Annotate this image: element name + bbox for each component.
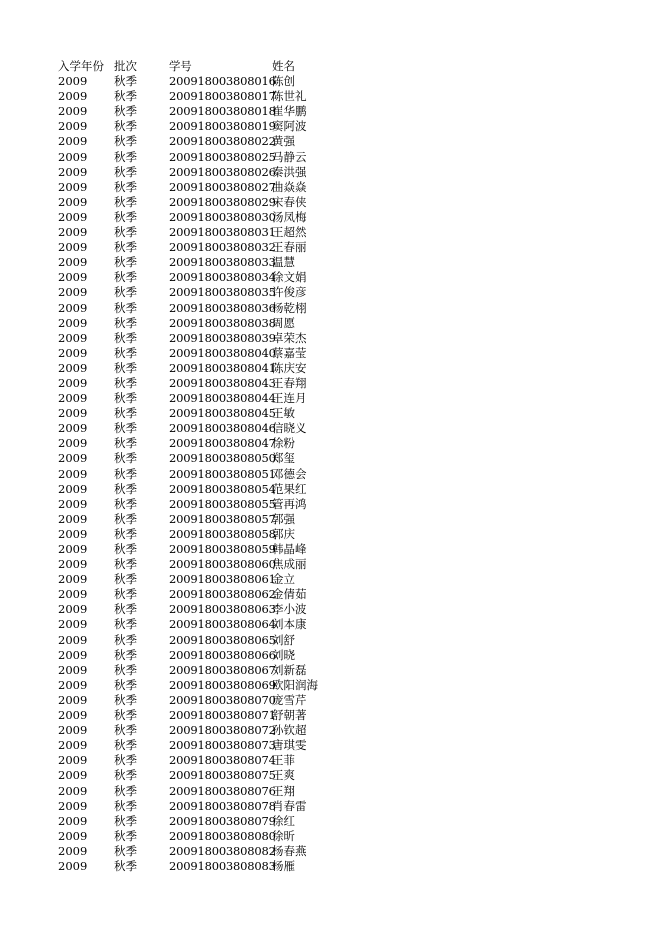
cell-student-id: 200918003808043 <box>169 375 276 390</box>
cell-batch: 秋季 <box>114 330 137 345</box>
cell-name: 温慧 <box>272 255 295 270</box>
cell-student-id: 200918003808046 <box>169 421 276 436</box>
cell-student-id: 200918003808032 <box>169 240 276 255</box>
cell-name: 刘本康 <box>272 617 307 632</box>
cell-name: 刘新磊 <box>272 662 307 677</box>
cell-enroll-year: 2009 <box>58 843 88 858</box>
cell-enroll-year: 2009 <box>58 360 88 375</box>
cell-student-id: 200918003808036 <box>169 300 276 315</box>
cell-batch: 秋季 <box>114 391 137 406</box>
cell-student-id: 200918003808051 <box>169 466 276 481</box>
cell-enroll-year: 2009 <box>58 421 88 436</box>
cell-name: 徐粉 <box>272 436 295 451</box>
cell-enroll-year: 2009 <box>58 557 88 572</box>
cell-student-id: 200918003808035 <box>169 285 276 300</box>
cell-name: 黄强 <box>272 134 295 149</box>
cell-name: 李小波 <box>272 602 307 617</box>
cell-enroll-year: 2009 <box>58 602 88 617</box>
cell-name: 王菲 <box>272 753 295 768</box>
cell-name: 郭强 <box>272 511 295 526</box>
cell-enroll-year: 2009 <box>58 391 88 406</box>
cell-batch: 秋季 <box>114 738 137 753</box>
cell-name: 徐文娟 <box>272 270 307 285</box>
cell-name: 马静云 <box>272 149 307 164</box>
cell-name: 刘晓 <box>272 647 295 662</box>
cell-name: 郑玺 <box>272 451 295 466</box>
cell-batch: 秋季 <box>114 104 137 119</box>
cell-student-id: 200918003808065 <box>169 632 276 647</box>
cell-student-id: 200918003808022 <box>169 134 276 149</box>
cell-name: 王春丽 <box>272 240 307 255</box>
cell-student-id: 200918003808062 <box>169 587 276 602</box>
cell-batch: 秋季 <box>114 285 137 300</box>
cell-enroll-year: 2009 <box>58 662 88 677</box>
cell-name: 肖春雷 <box>272 798 307 813</box>
cell-enroll-year: 2009 <box>58 285 88 300</box>
cell-batch: 秋季 <box>114 496 137 511</box>
cell-batch: 秋季 <box>114 828 137 843</box>
cell-name: 唐琪雯 <box>272 738 307 753</box>
cell-enroll-year: 2009 <box>58 194 88 209</box>
cell-student-id: 200918003808040 <box>169 345 276 360</box>
cell-enroll-year: 2009 <box>58 526 88 541</box>
cell-student-id: 200918003808075 <box>169 768 276 783</box>
cell-batch: 秋季 <box>114 270 137 285</box>
cell-name: 徐红 <box>272 813 295 828</box>
cell-student-id: 200918003808038 <box>169 315 276 330</box>
cell-student-id: 200918003808069 <box>169 677 276 692</box>
cell-enroll-year: 2009 <box>58 828 88 843</box>
cell-name: 秦洪强 <box>272 164 307 179</box>
cell-enroll-year: 2009 <box>58 451 88 466</box>
cell-batch: 秋季 <box>114 692 137 707</box>
cell-batch: 秋季 <box>114 406 137 421</box>
cell-student-id: 200918003808057 <box>169 511 276 526</box>
cell-name: 徐昕 <box>272 828 295 843</box>
cell-batch: 秋季 <box>114 255 137 270</box>
cell-student-id: 200918003808072 <box>169 723 276 738</box>
cell-name: 王春翔 <box>272 375 307 390</box>
cell-enroll-year: 2009 <box>58 753 88 768</box>
cell-name: 王连月 <box>272 391 307 406</box>
cell-enroll-year: 2009 <box>58 345 88 360</box>
cell-batch: 秋季 <box>114 572 137 587</box>
cell-student-id: 200918003808066 <box>169 647 276 662</box>
cell-student-id: 200918003808083 <box>169 858 276 873</box>
cell-student-id: 200918003808044 <box>169 391 276 406</box>
cell-batch: 秋季 <box>114 149 137 164</box>
cell-student-id: 200918003808064 <box>169 617 276 632</box>
cell-batch: 秋季 <box>114 617 137 632</box>
cell-enroll-year: 2009 <box>58 149 88 164</box>
cell-enroll-year: 2009 <box>58 330 88 345</box>
cell-enroll-year: 2009 <box>58 466 88 481</box>
cell-batch: 秋季 <box>114 587 137 602</box>
cell-student-id: 200918003808055 <box>169 496 276 511</box>
header-student-id: 学号 <box>169 59 192 73</box>
cell-batch: 秋季 <box>114 542 137 556</box>
cell-student-id: 200918003808060 <box>169 557 276 572</box>
cell-student-id: 200918003808027 <box>169 179 276 194</box>
cell-name: 宋春侠 <box>272 194 307 209</box>
cell-enroll-year: 2009 <box>58 647 88 662</box>
cell-name: 陈世礼 <box>272 89 307 104</box>
cell-name: 许俊彦 <box>272 285 307 300</box>
cell-enroll-year: 2009 <box>58 104 88 119</box>
cell-student-id: 200918003808050 <box>169 451 276 466</box>
cell-batch: 秋季 <box>114 723 137 738</box>
cell-batch: 秋季 <box>114 813 137 828</box>
cell-batch: 秋季 <box>114 421 137 436</box>
cell-name: 孙钦超 <box>272 723 307 738</box>
cell-enroll-year: 2009 <box>58 542 88 556</box>
cell-batch: 秋季 <box>114 753 137 768</box>
cell-student-id: 200918003808034 <box>169 270 276 285</box>
cell-batch: 秋季 <box>114 662 137 677</box>
cell-batch: 秋季 <box>114 708 137 723</box>
cell-name: 崔华鹏 <box>272 104 307 119</box>
cell-enroll-year: 2009 <box>58 89 88 104</box>
cell-name: 周愿 <box>272 315 295 330</box>
cell-name: 欧阳润海 <box>272 677 318 692</box>
cell-enroll-year: 2009 <box>58 587 88 602</box>
cell-enroll-year: 2009 <box>58 225 88 240</box>
cell-batch: 秋季 <box>114 375 137 390</box>
cell-enroll-year: 2009 <box>58 134 88 149</box>
cell-enroll-year: 2009 <box>58 496 88 511</box>
cell-enroll-year: 2009 <box>58 119 88 134</box>
cell-student-id: 200918003808058 <box>169 526 276 541</box>
cell-batch: 秋季 <box>114 164 137 179</box>
cell-enroll-year: 2009 <box>58 783 88 798</box>
cell-batch: 秋季 <box>114 240 137 255</box>
cell-student-id: 200918003808080 <box>169 828 276 843</box>
cell-student-id: 200918003808030 <box>169 209 276 224</box>
cell-enroll-year: 2009 <box>58 436 88 451</box>
cell-student-id: 200918003808073 <box>169 738 276 753</box>
cell-student-id: 200918003808054 <box>169 481 276 496</box>
cell-student-id: 200918003808025 <box>169 149 276 164</box>
cell-enroll-year: 2009 <box>58 511 88 526</box>
cell-enroll-year: 2009 <box>58 164 88 179</box>
cell-enroll-year: 2009 <box>58 74 88 89</box>
cell-batch: 秋季 <box>114 511 137 526</box>
cell-name: 信晓义 <box>272 421 307 436</box>
cell-enroll-year: 2009 <box>58 481 88 496</box>
cell-name: 杨乾栩 <box>272 300 307 315</box>
cell-batch: 秋季 <box>114 768 137 783</box>
cell-enroll-year: 2009 <box>58 677 88 692</box>
cell-name: 王翔 <box>272 783 295 798</box>
cell-student-id: 200918003808039 <box>169 330 276 345</box>
cell-student-id: 200918003808026 <box>169 164 276 179</box>
cell-name: 郭庆 <box>272 526 295 541</box>
cell-enroll-year: 2009 <box>58 300 88 315</box>
cell-batch: 秋季 <box>114 647 137 662</box>
cell-batch: 秋季 <box>114 526 137 541</box>
cell-name: 杨雁 <box>272 858 295 873</box>
cell-enroll-year: 2009 <box>58 179 88 194</box>
cell-name: 曲焱焱 <box>272 179 307 194</box>
cell-batch: 秋季 <box>114 798 137 813</box>
cell-name: 韩晶峰 <box>272 542 307 556</box>
cell-name: 金倩茹 <box>272 587 307 602</box>
cell-enroll-year: 2009 <box>58 572 88 587</box>
cell-student-id: 200918003808018 <box>169 104 276 119</box>
cell-enroll-year: 2009 <box>58 406 88 421</box>
header-batch: 批次 <box>114 59 137 73</box>
cell-batch: 秋季 <box>114 119 137 134</box>
cell-batch: 秋季 <box>114 677 137 692</box>
cell-name: 金立 <box>272 572 295 587</box>
cell-batch: 秋季 <box>114 843 137 858</box>
cell-batch: 秋季 <box>114 481 137 496</box>
cell-batch: 秋季 <box>114 74 137 89</box>
cell-batch: 秋季 <box>114 89 137 104</box>
cell-batch: 秋季 <box>114 858 137 873</box>
cell-enroll-year: 2009 <box>58 270 88 285</box>
cell-name: 汤凤梅 <box>272 209 307 224</box>
cell-student-id: 200918003808074 <box>169 753 276 768</box>
cell-enroll-year: 2009 <box>58 813 88 828</box>
cell-student-id: 200918003808071 <box>169 708 276 723</box>
cell-student-id: 200918003808082 <box>169 843 276 858</box>
cell-batch: 秋季 <box>114 315 137 330</box>
cell-name: 管再鸿 <box>272 496 307 511</box>
cell-batch: 秋季 <box>114 602 137 617</box>
cell-enroll-year: 2009 <box>58 315 88 330</box>
cell-enroll-year: 2009 <box>58 708 88 723</box>
cell-batch: 秋季 <box>114 451 137 466</box>
cell-student-id: 200918003808047 <box>169 436 276 451</box>
cell-name: 范果红 <box>272 481 307 496</box>
cell-enroll-year: 2009 <box>58 692 88 707</box>
cell-student-id: 200918003808067 <box>169 662 276 677</box>
cell-student-id: 200918003808031 <box>169 225 276 240</box>
cell-student-id: 200918003808061 <box>169 572 276 587</box>
cell-enroll-year: 2009 <box>58 617 88 632</box>
cell-name: 刘舒 <box>272 632 295 647</box>
cell-enroll-year: 2009 <box>58 858 88 873</box>
cell-student-id: 200918003808041 <box>169 360 276 375</box>
cell-batch: 秋季 <box>114 179 137 194</box>
cell-enroll-year: 2009 <box>58 723 88 738</box>
cell-enroll-year: 2009 <box>58 375 88 390</box>
cell-student-id: 200918003808017 <box>169 89 276 104</box>
cell-name: 邓德会 <box>272 466 307 481</box>
cell-batch: 秋季 <box>114 209 137 224</box>
cell-student-id: 200918003808076 <box>169 783 276 798</box>
cell-student-id: 200918003808063 <box>169 602 276 617</box>
cell-batch: 秋季 <box>114 632 137 647</box>
cell-batch: 秋季 <box>114 300 137 315</box>
cell-batch: 秋季 <box>114 557 137 572</box>
cell-name: 焦成丽 <box>272 557 307 572</box>
cell-enroll-year: 2009 <box>58 209 88 224</box>
cell-student-id: 200918003808019 <box>169 119 276 134</box>
cell-name: 陈庆安 <box>272 360 307 375</box>
cell-name: 庞雪芹 <box>272 692 307 707</box>
cell-student-id: 200918003808045 <box>169 406 276 421</box>
cell-student-id: 200918003808029 <box>169 194 276 209</box>
cell-batch: 秋季 <box>114 436 137 451</box>
cell-batch: 秋季 <box>114 225 137 240</box>
cell-student-id: 200918003808079 <box>169 813 276 828</box>
cell-name: 王爽 <box>272 768 295 783</box>
cell-enroll-year: 2009 <box>58 798 88 813</box>
cell-batch: 秋季 <box>114 345 137 360</box>
cell-enroll-year: 2009 <box>58 738 88 753</box>
cell-name: 蔡嘉莹 <box>272 345 307 360</box>
cell-name: 陈创 <box>272 74 295 89</box>
header-name: 姓名 <box>272 59 295 73</box>
cell-name: 窦阿波 <box>272 119 307 134</box>
cell-name: 杨春燕 <box>272 843 307 858</box>
cell-student-id: 200918003808059 <box>169 542 276 556</box>
cell-enroll-year: 2009 <box>58 632 88 647</box>
cell-enroll-year: 2009 <box>58 255 88 270</box>
header-enroll-year: 入学年份 <box>58 59 104 73</box>
cell-enroll-year: 2009 <box>58 240 88 255</box>
cell-student-id: 200918003808070 <box>169 692 276 707</box>
cell-batch: 秋季 <box>114 134 137 149</box>
cell-name: 王敏 <box>272 406 295 421</box>
cell-enroll-year: 2009 <box>58 768 88 783</box>
cell-student-id: 200918003808078 <box>169 798 276 813</box>
cell-name: 卓荣杰 <box>272 330 307 345</box>
cell-student-id: 200918003808033 <box>169 255 276 270</box>
cell-batch: 秋季 <box>114 783 137 798</box>
cell-student-id: 200918003808016 <box>169 74 276 89</box>
cell-batch: 秋季 <box>114 194 137 209</box>
cell-name: 舒朝著 <box>272 708 307 723</box>
cell-name: 王超然 <box>272 225 307 240</box>
cell-batch: 秋季 <box>114 360 137 375</box>
cell-batch: 秋季 <box>114 466 137 481</box>
